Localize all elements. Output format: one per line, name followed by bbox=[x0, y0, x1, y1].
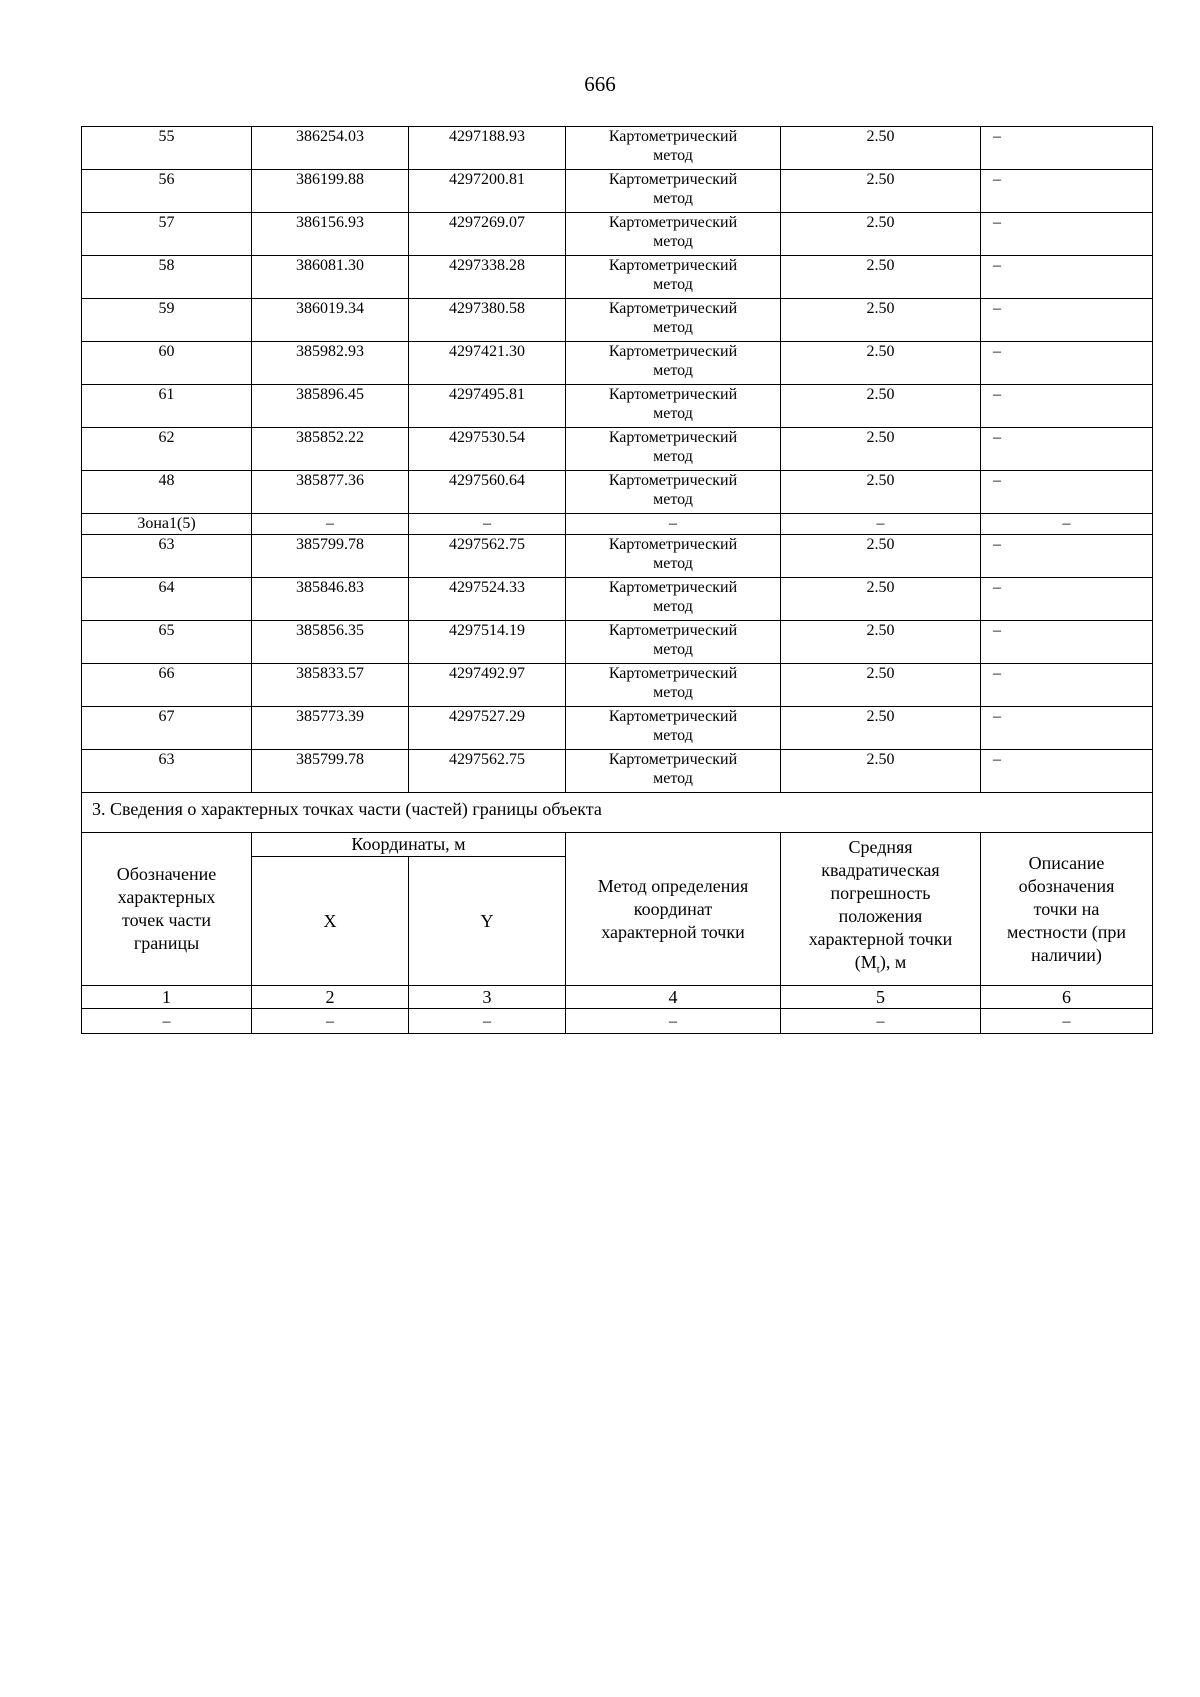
table-row bbox=[82, 256, 1153, 299]
description-cell: – bbox=[981, 578, 1153, 621]
accuracy-cell: 2.50 bbox=[781, 428, 981, 471]
table-row bbox=[82, 621, 1153, 664]
accuracy-cell: 2.50 bbox=[781, 299, 981, 342]
table-row bbox=[82, 535, 1153, 578]
point-cell: 58 bbox=[82, 256, 252, 299]
x-cell: 385799.78 bbox=[252, 750, 409, 793]
accuracy-cell: 2.50 bbox=[781, 535, 981, 578]
description-cell: – bbox=[981, 707, 1153, 750]
point-cell: 64 bbox=[82, 578, 252, 621]
y-cell: 4297200.81 bbox=[409, 170, 566, 213]
y-cell: 4297527.29 bbox=[409, 707, 566, 750]
header-coordinates-group: Координаты, м bbox=[252, 833, 566, 857]
description-cell: – bbox=[981, 385, 1153, 428]
accuracy-cell: 2.50 bbox=[781, 578, 981, 621]
accuracy-cell: 2.50 bbox=[781, 256, 981, 299]
table-row bbox=[82, 578, 1153, 621]
method-cell: Картометрический метод bbox=[566, 213, 781, 256]
accuracy-cell: 2.50 bbox=[781, 342, 981, 385]
header-accuracy: Средняя квадратическая погрешность положения характерной точки $(M_t)$, м bbox=[781, 833, 981, 986]
table-row bbox=[82, 707, 1153, 750]
description-cell: – bbox=[981, 471, 1153, 514]
description-cell: – bbox=[981, 535, 1153, 578]
accuracy-cell: 2.50 bbox=[781, 664, 981, 707]
method-cell: Картометрический метод bbox=[566, 621, 781, 664]
x-cell: 385846.83 bbox=[252, 578, 409, 621]
table-row bbox=[82, 170, 1153, 213]
accuracy-cell: 2.50 bbox=[781, 471, 981, 514]
point-cell: 66 bbox=[82, 664, 252, 707]
point-cell: 57 bbox=[82, 213, 252, 256]
x-cell: 386199.88 bbox=[252, 170, 409, 213]
accuracy-cell: 2.50 bbox=[781, 707, 981, 750]
point-cell: 48 bbox=[82, 471, 252, 514]
table-row bbox=[82, 471, 1153, 514]
accuracy-cell: 2.50 bbox=[781, 213, 981, 256]
method-cell: Картометрический метод bbox=[566, 256, 781, 299]
x-cell: 385856.35 bbox=[252, 621, 409, 664]
column-number: 4 bbox=[566, 986, 781, 1009]
table-row bbox=[82, 127, 1153, 170]
empty-cell: – bbox=[566, 1009, 781, 1034]
description-cell: – bbox=[981, 514, 1153, 535]
table-row bbox=[82, 213, 1153, 256]
method-cell: Картометрический метод bbox=[566, 299, 781, 342]
point-cell: 67 bbox=[82, 707, 252, 750]
x-cell: 385773.39 bbox=[252, 707, 409, 750]
y-cell: 4297530.54 bbox=[409, 428, 566, 471]
header-x: X bbox=[252, 857, 409, 986]
point-cell: 56 bbox=[82, 170, 252, 213]
accuracy-cell: 2.50 bbox=[781, 170, 981, 213]
header-method: Метод определения координат характерной точки bbox=[566, 833, 781, 986]
point-cell: 63 bbox=[82, 750, 252, 793]
method-cell: Картометрический метод bbox=[566, 707, 781, 750]
description-cell: – bbox=[981, 750, 1153, 793]
page-number: 666 bbox=[584, 72, 616, 96]
empty-cell: – bbox=[252, 1009, 409, 1034]
method-cell: Картометрический метод bbox=[566, 750, 781, 793]
y-cell: 4297524.33 bbox=[409, 578, 566, 621]
x-cell: 385982.93 bbox=[252, 342, 409, 385]
point-cell: 55 bbox=[82, 127, 252, 170]
x-cell: 385896.45 bbox=[252, 385, 409, 428]
method-cell: Картометрический метод bbox=[566, 170, 781, 213]
accuracy-cell: 2.50 bbox=[781, 385, 981, 428]
point-cell: 65 bbox=[82, 621, 252, 664]
y-cell: 4297514.19 bbox=[409, 621, 566, 664]
header-point: Обозначение характерных точек части границы bbox=[82, 833, 252, 986]
x-cell: 385799.78 bbox=[252, 535, 409, 578]
y-cell: 4297560.64 bbox=[409, 471, 566, 514]
method-cell: Картометрический метод bbox=[566, 578, 781, 621]
method-cell: Картометрический метод bbox=[566, 664, 781, 707]
table-row bbox=[82, 342, 1153, 385]
method-cell: Картометрический метод bbox=[566, 385, 781, 428]
coordinates-table bbox=[81, 126, 1153, 1034]
section3-title: 3. Сведения о характерных точках части (частей) границы объекта bbox=[82, 793, 1153, 833]
point-cell: 63 bbox=[82, 535, 252, 578]
empty-cell: – bbox=[781, 1009, 981, 1034]
description-cell: – bbox=[981, 664, 1153, 707]
method-cell: Картометрический метод bbox=[566, 535, 781, 578]
table-row bbox=[82, 750, 1153, 793]
y-cell: 4297269.07 bbox=[409, 213, 566, 256]
y-cell: 4297188.93 bbox=[409, 127, 566, 170]
column-number: 6 bbox=[981, 986, 1153, 1009]
x-cell: 386019.34 bbox=[252, 299, 409, 342]
header-description: Описание обозначения точки на местности (при наличии) bbox=[981, 833, 1153, 986]
method-cell: Картометрический метод bbox=[566, 127, 781, 170]
accuracy-cell: 2.50 bbox=[781, 750, 981, 793]
point-cell: 59 bbox=[82, 299, 252, 342]
header-y: Y bbox=[409, 857, 566, 986]
accuracy-cell: – bbox=[781, 514, 981, 535]
coordinates-table-body bbox=[82, 127, 1153, 793]
x-cell: 385877.36 bbox=[252, 471, 409, 514]
x-cell: 386081.30 bbox=[252, 256, 409, 299]
accuracy-cell: 2.50 bbox=[781, 621, 981, 664]
column-number: 3 bbox=[409, 986, 566, 1009]
x-cell: 385833.57 bbox=[252, 664, 409, 707]
table-row bbox=[82, 428, 1153, 471]
description-cell: – bbox=[981, 213, 1153, 256]
y-cell: 4297492.97 bbox=[409, 664, 566, 707]
method-cell: Картометрический метод bbox=[566, 342, 781, 385]
column-number: 5 bbox=[781, 986, 981, 1009]
zone-row bbox=[82, 514, 1153, 535]
empty-cell: – bbox=[981, 1009, 1153, 1034]
method-cell: Картометрический метод bbox=[566, 428, 781, 471]
table-row bbox=[82, 664, 1153, 707]
description-cell: – bbox=[981, 127, 1153, 170]
y-cell: 4297562.75 bbox=[409, 535, 566, 578]
y-cell: – bbox=[409, 514, 566, 535]
x-cell: 386156.93 bbox=[252, 213, 409, 256]
zone-label: Зона1(5) bbox=[82, 514, 252, 535]
table-row bbox=[82, 299, 1153, 342]
point-cell: 61 bbox=[82, 385, 252, 428]
empty-cell: – bbox=[409, 1009, 566, 1034]
description-cell: – bbox=[981, 342, 1153, 385]
description-cell: – bbox=[981, 256, 1153, 299]
description-cell: – bbox=[981, 170, 1153, 213]
point-cell: 60 bbox=[82, 342, 252, 385]
x-cell: 386254.03 bbox=[252, 127, 409, 170]
x-cell: 385852.22 bbox=[252, 428, 409, 471]
y-cell: 4297562.75 bbox=[409, 750, 566, 793]
accuracy-cell: 2.50 bbox=[781, 127, 981, 170]
y-cell: 4297421.30 bbox=[409, 342, 566, 385]
y-cell: 4297495.81 bbox=[409, 385, 566, 428]
point-cell: 62 bbox=[82, 428, 252, 471]
table-row bbox=[82, 385, 1153, 428]
column-number: 1 bbox=[82, 986, 252, 1009]
description-cell: – bbox=[981, 428, 1153, 471]
section3-block bbox=[82, 793, 1153, 1034]
method-cell: Картометрический метод bbox=[566, 471, 781, 514]
method-cell: – bbox=[566, 514, 781, 535]
column-number: 2 bbox=[252, 986, 409, 1009]
description-cell: – bbox=[981, 621, 1153, 664]
empty-cell: – bbox=[82, 1009, 252, 1034]
x-cell: – bbox=[252, 514, 409, 535]
y-cell: 4297380.58 bbox=[409, 299, 566, 342]
y-cell: 4297338.28 bbox=[409, 256, 566, 299]
description-cell: – bbox=[981, 299, 1153, 342]
